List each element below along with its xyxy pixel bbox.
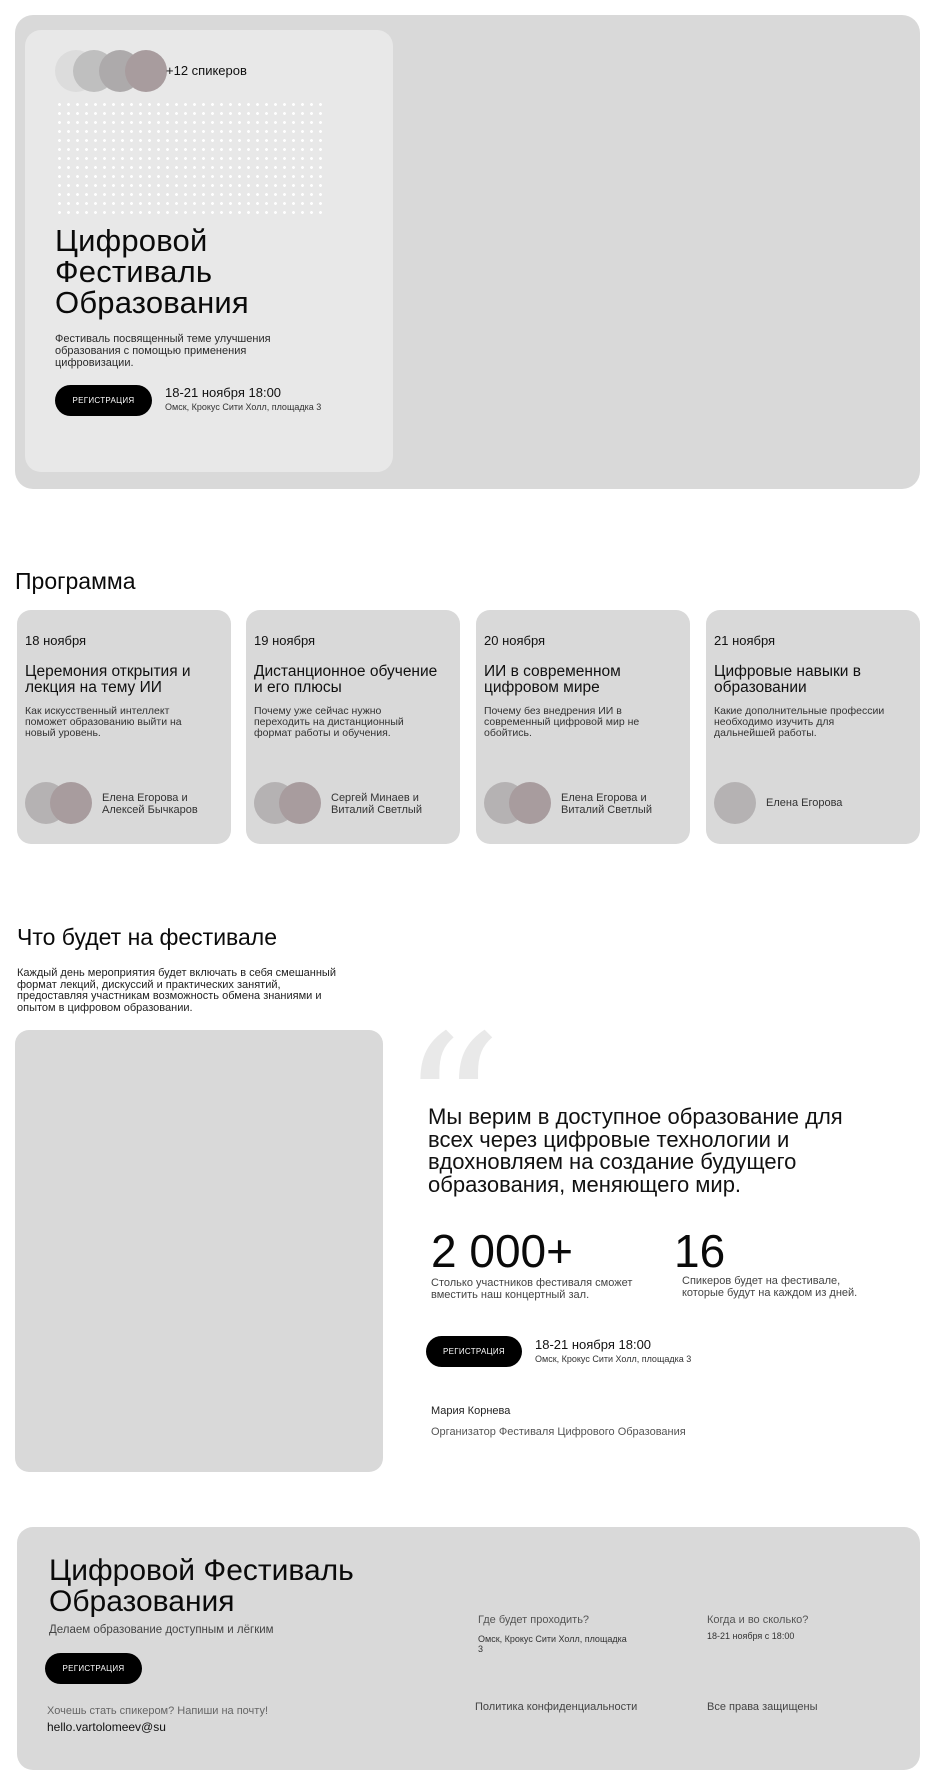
- avatar: [50, 782, 92, 824]
- avatar: [714, 782, 756, 824]
- festival-description: Каждый день мероприятия будет включать в себя смешанный формат лекций, дискуссий и практических занятий, предоставляя участникам возможность обмена знаниями и опытом в цифровом образовании.: [17, 967, 336, 1014]
- program-card-description: Какие дополнительные профессии необходимо изучить для дальнейшей работы.: [714, 705, 885, 739]
- contact-email-link[interactable]: hello.vartolomeev@su: [47, 1720, 166, 1734]
- when-heading: Когда и во сколько?: [707, 1614, 809, 1626]
- program-card-description: Почему без внедрения ИИ в современный цифровой мир не обойтись.: [484, 705, 640, 739]
- program-card-title: Дистанционное обучение и его плюсы: [254, 663, 438, 696]
- program-card-date: 20 ноября: [484, 633, 546, 648]
- speakers-count: +12 спикеров: [166, 63, 247, 78]
- program-card-avatars: [254, 782, 334, 824]
- author-name: Мария Корнева: [431, 1405, 511, 1417]
- speaker-avatars: [55, 50, 175, 92]
- avatar: [279, 782, 321, 824]
- dot-pattern: [55, 100, 325, 215]
- author-role: Организатор Фестиваля Цифрового Образования: [431, 1426, 686, 1438]
- register-button[interactable]: РЕГИСТРАЦИЯ: [45, 1653, 142, 1684]
- event-date: 18-21 ноября 18:00: [535, 1337, 652, 1352]
- program-card-description: Как искусственный интеллект поможет образованию выйти на новый уровень.: [25, 705, 182, 739]
- hero-description: Фестиваль посвященный теме улучшения образования с помощью применения цифровизации.: [55, 333, 271, 369]
- hero-card: [25, 30, 393, 472]
- program-card-date: 18 ноября: [25, 633, 87, 648]
- footer-title: Цифровой Фестиваль Образования: [49, 1554, 354, 1618]
- program-card-title: Церемония открытия и лекция на тему ИИ: [25, 663, 191, 696]
- program-card-speakers: Елена Егорова и Виталий Светлый: [561, 792, 652, 816]
- program-card-title: Цифровые навыки в образовании: [714, 663, 861, 696]
- event-place: Омск, Крокус Сити Холл, площадка 3: [535, 1354, 692, 1364]
- rights-text: Все права защищены: [707, 1701, 818, 1713]
- program-card[interactable]: [706, 610, 920, 844]
- footer: [17, 1527, 920, 1770]
- footer-subtitle: Делаем образование доступным и лёгким: [49, 1624, 274, 1636]
- stat-speakers-caption: Спикеров будет на фестивале, которые будут на каждом из дней.: [682, 1275, 858, 1299]
- program-card-avatars: [484, 782, 564, 824]
- program-card-date: 21 ноября: [714, 633, 776, 648]
- stat-participants-value: 2 000+: [431, 1225, 573, 1277]
- program-card-title: ИИ в современном цифровом мире: [484, 663, 621, 696]
- where-heading: Где будет проходить?: [478, 1614, 590, 1626]
- program-card-speakers: Елена Егорова: [766, 797, 843, 809]
- event-date: 18-21 ноября 18:00: [165, 385, 282, 400]
- program-card-date: 19 ноября: [254, 633, 316, 648]
- festival-quote: Мы верим в доступное образование для всех через цифровые технологии и вдохновляем на создание будущего образования, меняющего мир.: [428, 1104, 843, 1197]
- program-card[interactable]: [17, 610, 231, 844]
- event-place: Омск, Крокус Сити Холл, площадка 3: [165, 402, 322, 412]
- festival-title: Что будет на фестивале: [17, 924, 278, 950]
- avatar: [509, 782, 551, 824]
- program-card[interactable]: [246, 610, 460, 844]
- when-value: 18-21 ноября с 18:00: [707, 1631, 795, 1641]
- avatar: [125, 50, 167, 92]
- hero-section: [15, 15, 920, 489]
- register-button[interactable]: РЕГИСТРАЦИЯ: [426, 1336, 522, 1367]
- program-card-description: Почему уже сейчас нужно переходить на дистанционный формат работы и обучения.: [254, 705, 404, 739]
- program-card-speakers: Сергей Минаев и Виталий Светлый: [331, 792, 422, 816]
- program-title: Программа: [15, 568, 136, 594]
- festival-image-placeholder: [15, 1030, 383, 1472]
- program-card-avatars: [25, 782, 105, 824]
- stat-speakers-value: 16: [674, 1225, 726, 1277]
- where-value: Омск, Крокус Сити Холл, площадка 3: [478, 1634, 627, 1654]
- quote-mark-icon: “: [400, 993, 503, 1226]
- program-card-speakers: Елена Егорова и Алексей Бычкаров: [102, 792, 198, 816]
- hero-title: Цифровой Фестиваль Образования: [55, 223, 249, 320]
- register-button[interactable]: РЕГИСТРАЦИЯ: [55, 385, 152, 416]
- program-card[interactable]: [476, 610, 690, 844]
- stat-participants-caption: Столько участников фестиваля сможет вместить наш концертный зал.: [431, 1277, 633, 1301]
- privacy-policy-link[interactable]: Политика конфиденциальности: [475, 1701, 638, 1713]
- speaker-invite: Хочешь стать спикером? Напиши на почту!: [47, 1705, 269, 1717]
